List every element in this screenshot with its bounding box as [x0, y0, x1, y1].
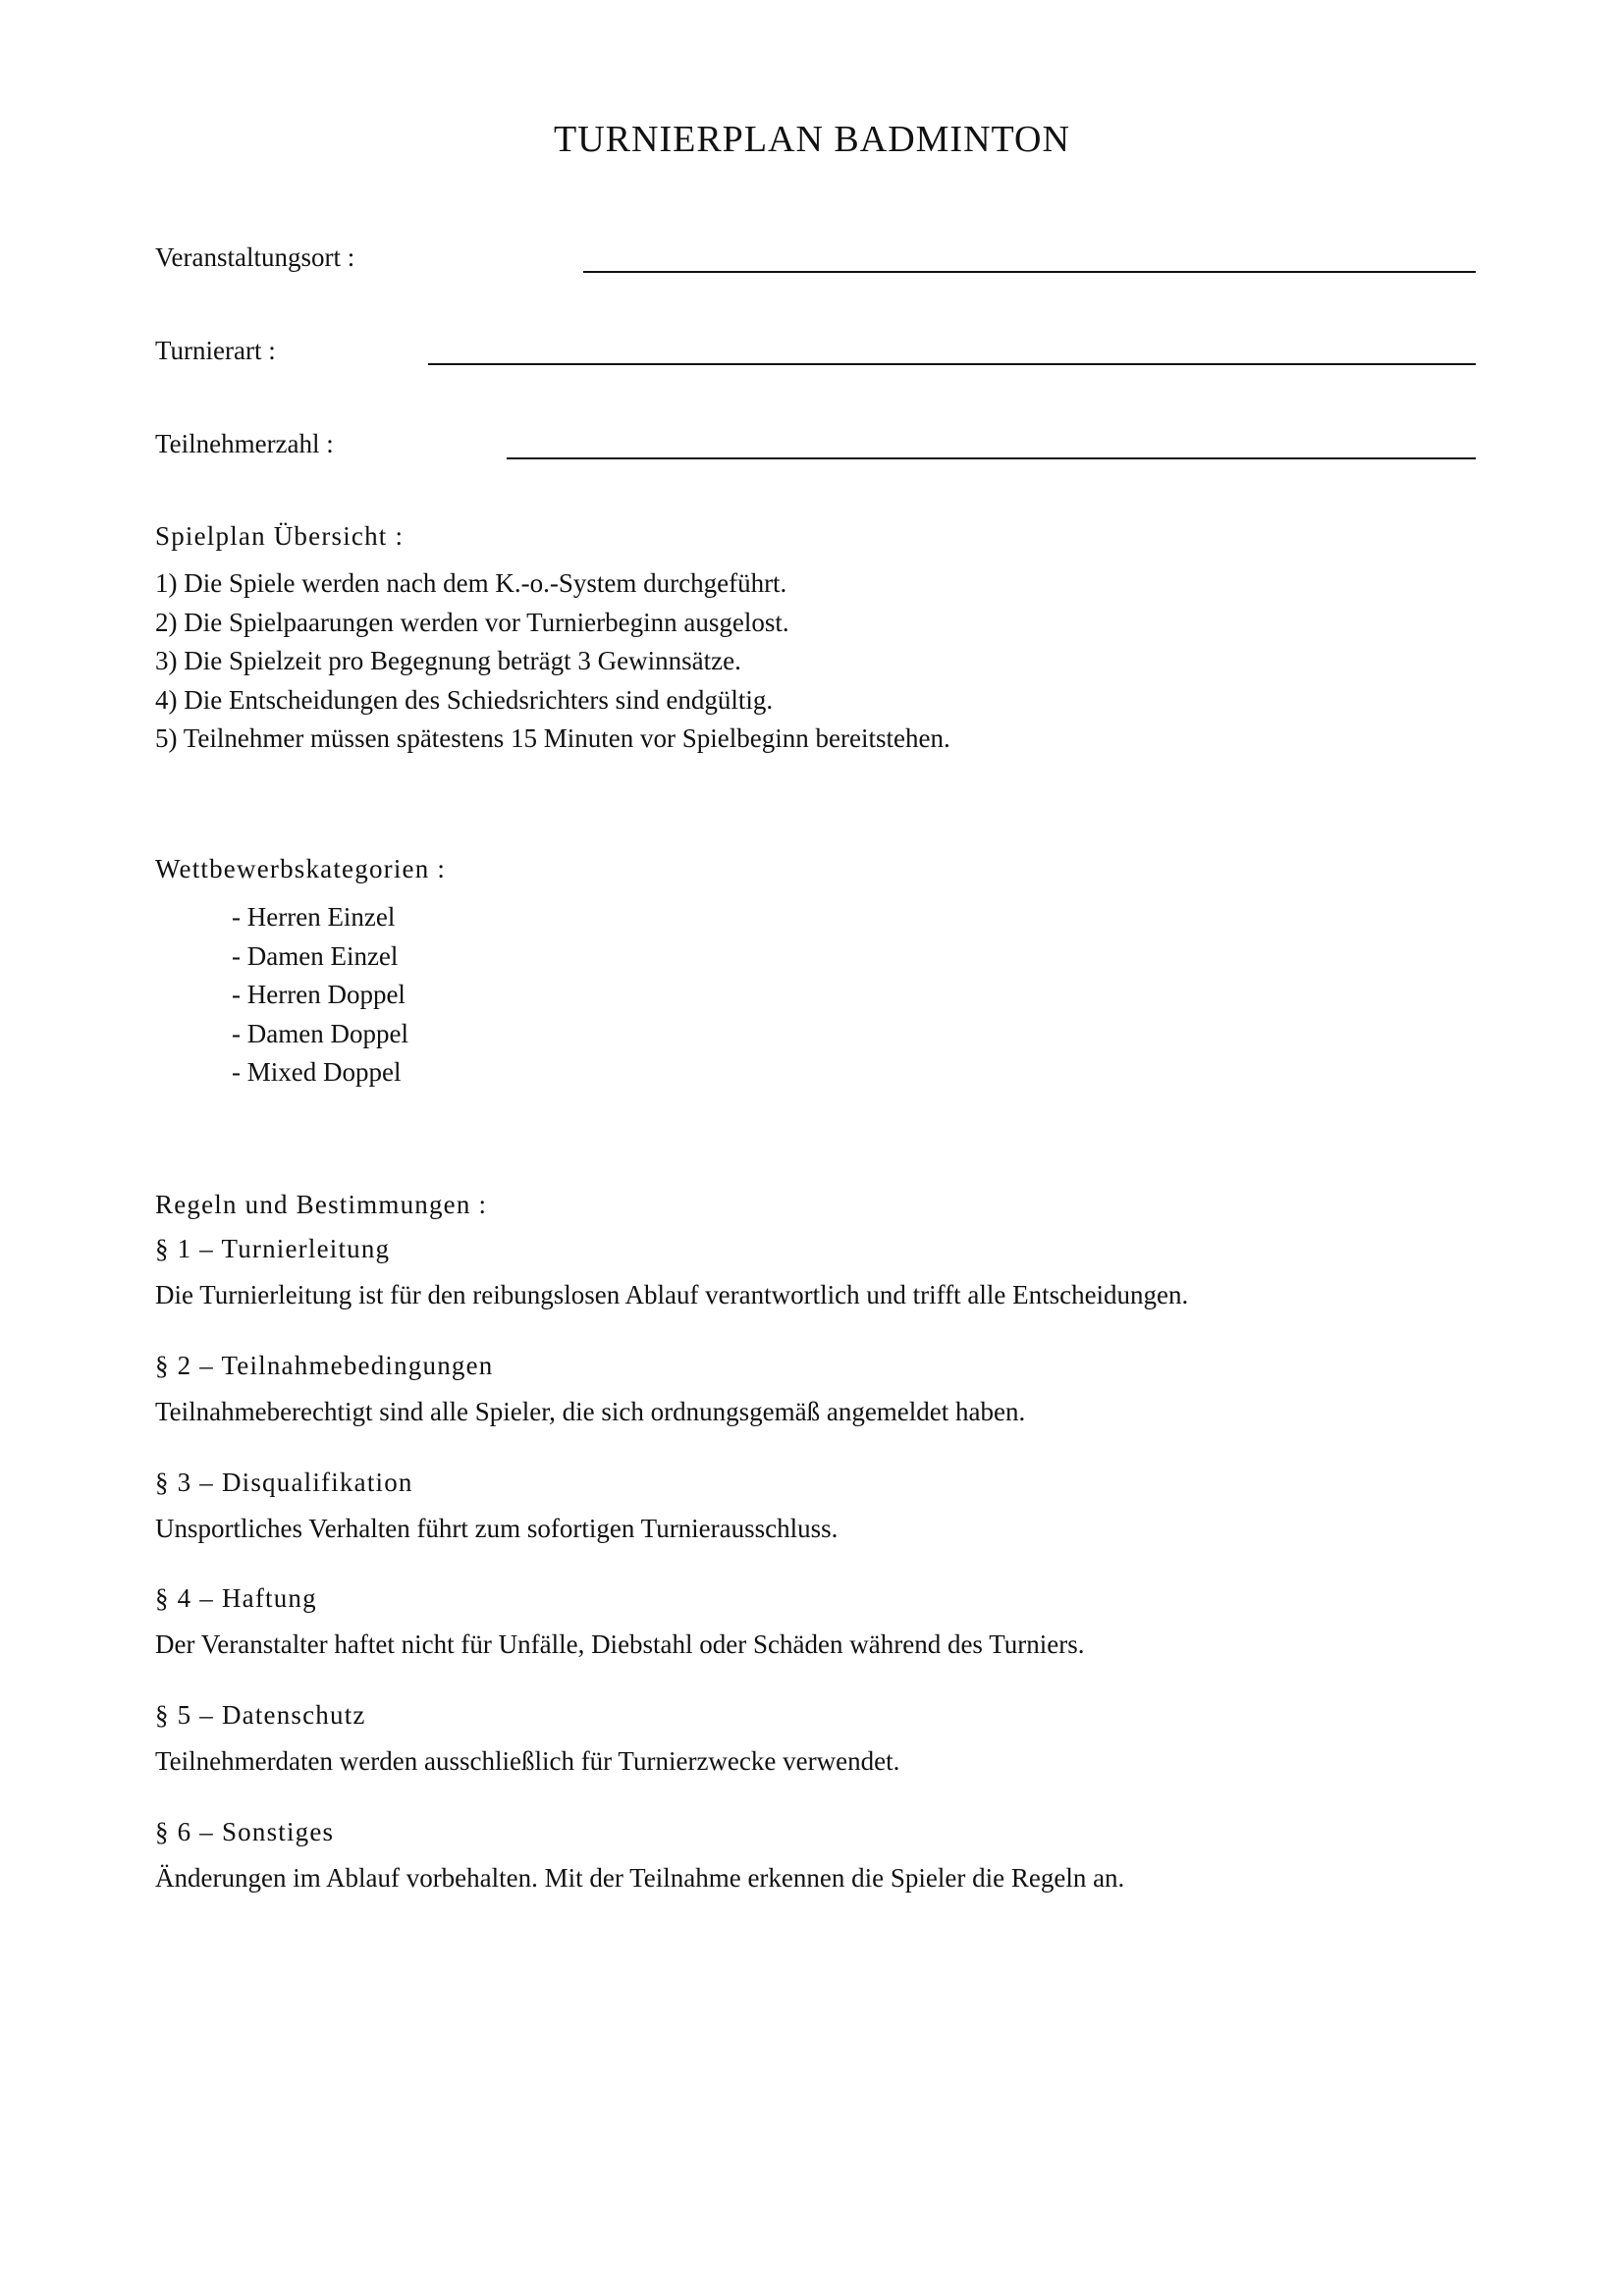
rule-heading: § 5 – Datenschutz — [155, 1700, 366, 1731]
schedule-heading: Spielplan Übersicht : — [155, 521, 405, 551]
list-item: - Damen Doppel — [232, 1018, 408, 1048]
rule-item — [155, 1348, 1476, 1465]
field-label-teilnehmerzahl: Teilnehmerzahl : — [155, 429, 334, 458]
list-item: 5) Teilnehmer müssen spätestens 15 Minuten vor Spielbeginn bereitstehen. — [155, 723, 950, 753]
field-label-turnierart: Turnierart : — [155, 336, 276, 365]
field-teilnehmerzahl — [155, 426, 1476, 465]
field-veranstaltungsort — [155, 240, 1476, 279]
schedule-list — [155, 564, 950, 759]
rule-text: Der Veranstalter haftet nicht für Unfälle, Diebstahl oder Schäden während des Turniers. — [155, 1629, 1085, 1660]
rule-text: Teilnehmerdaten werden ausschließlich für Turnierzwecke verwendet. — [155, 1746, 900, 1777]
field-turnierart — [155, 333, 1476, 372]
fill-in-line-turnierart[interactable] — [428, 363, 1476, 365]
rule-text: Teilnahmeberechtigt sind alle Spieler, die sich ordnungsgemäß angemeldet haben. — [155, 1396, 1026, 1426]
field-label-veranstaltungsort: Veranstaltungsort : — [155, 242, 355, 272]
list-item: 2) Die Spielpaarungen werden vor Turnierbeginn ausgelost. — [155, 607, 789, 637]
rule-text: Änderungen im Ablauf vorbehalten. Mit der Teilnahme erkennen die Spieler die Regeln an. — [155, 1862, 1125, 1893]
rule-heading: § 4 – Haftung — [155, 1583, 317, 1614]
list-item: 1) Die Spiele werden nach dem K.-o.-System durchgeführt. — [155, 568, 787, 598]
list-item: - Damen Einzel — [232, 940, 399, 971]
rule-item — [155, 1814, 1476, 1931]
categories-list — [232, 898, 408, 1093]
list-item: - Herren Einzel — [232, 902, 396, 932]
rule-text: Unsportliches Verhalten führt zum sofortigen Turnierausschluss. — [155, 1513, 839, 1543]
page-title: TURNIERPLAN BADMINTON — [554, 119, 1070, 160]
rules-section — [155, 1231, 1476, 1931]
rule-heading: § 6 – Sonstiges — [155, 1816, 335, 1846]
fill-in-line-teilnehmerzahl[interactable] — [507, 457, 1476, 459]
rule-item — [155, 1697, 1476, 1814]
list-item: - Mixed Doppel — [232, 1057, 402, 1088]
rule-heading: § 3 – Disqualifikation — [155, 1467, 413, 1497]
list-item: 4) Die Entscheidungen des Schiedsrichters sind endgültig. — [155, 684, 774, 715]
rules-heading: Regeln und Bestimmungen : — [155, 1190, 488, 1219]
rule-item — [155, 1465, 1476, 1581]
list-item: 3) Die Spielzeit pro Begegnung beträgt 3 Gewinnsätze. — [155, 646, 741, 675]
categories-heading: Wettbewerbskategorien : — [155, 854, 447, 883]
fill-in-line-veranstaltungsort[interactable] — [583, 271, 1476, 273]
rule-item — [155, 1580, 1476, 1697]
list-item: - Herren Doppel — [232, 980, 406, 1010]
rule-text: Die Turnierleitung ist für den reibungslosen Ablauf verantwortlich und trifft alle Entscheidungen. — [155, 1280, 1189, 1309]
rule-heading: § 1 – Turnierleitung — [155, 1234, 391, 1263]
rule-heading: § 2 – Teilnahmebedingungen — [155, 1350, 494, 1380]
rule-item — [155, 1231, 1476, 1348]
